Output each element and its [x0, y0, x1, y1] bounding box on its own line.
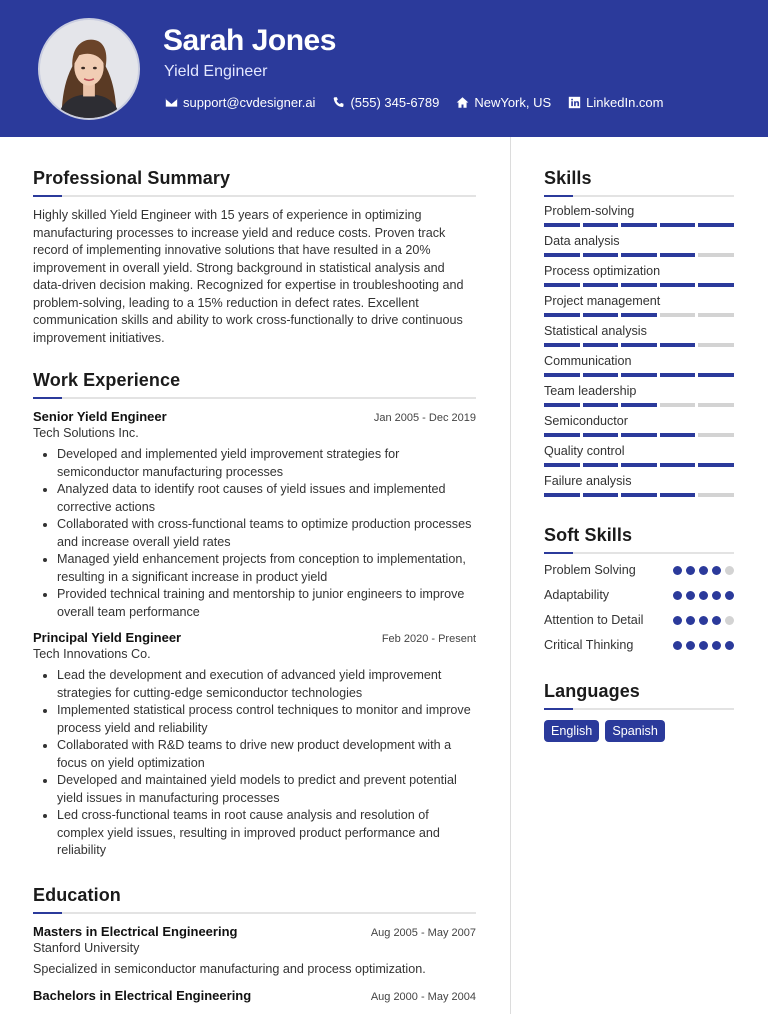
skill-item — [544, 294, 734, 317]
contact-location — [455, 95, 551, 110]
header-banner — [0, 0, 768, 137]
summary-heading: Professional Summary — [33, 168, 231, 188]
rating-dot — [673, 616, 682, 625]
company-name: Tech Solutions Inc. — [33, 426, 139, 440]
skill-level-bars — [544, 463, 734, 467]
job-title: Principal Yield Engineer — [33, 630, 182, 645]
phone-icon — [331, 96, 345, 110]
skill-item — [544, 354, 734, 377]
skill-level-segment — [660, 433, 696, 437]
section-rule — [544, 195, 734, 197]
section-rule — [33, 912, 476, 914]
skill-level-segment — [583, 373, 619, 377]
job-entry — [33, 630, 476, 860]
skill-name: Project management — [544, 294, 661, 308]
skill-level-bars — [544, 223, 734, 227]
contact-phone-text: (555) 345-6789 — [350, 95, 440, 110]
soft-skill-name: Attention to Detail — [544, 613, 644, 627]
list-item: Implemented statistical process control techniques to monitor and improve process yield and reliability — [33, 702, 476, 737]
main-column — [33, 168, 476, 1003]
soft-skill-name: Adaptability — [544, 588, 610, 602]
skill-level-segment — [621, 253, 657, 257]
rating-dot — [699, 616, 708, 625]
skill-level-segment — [583, 343, 619, 347]
skill-level-segment — [621, 223, 657, 227]
soft-skill-rating — [673, 616, 734, 625]
summary-text: Highly skilled Yield Engineer with 15 years of experience in optimizing manufacturing processes to increase yield and reduce costs. Proven track record of implementing innovative solutions that have resulted in a 20% improvement in overall yield. Strong background in statistical analysis and data-driven decision making. Recognized for expertise in troubleshooting and problem-solving, leading to a 15% reduction in defect rates. Excellent communication skills and ability to work cross-functionally to drive continuous improvement initiatives. — [33, 208, 464, 345]
contact-phone[interactable] — [331, 95, 439, 110]
linkedin-icon — [567, 96, 581, 110]
sidebar-column — [544, 168, 734, 742]
skill-name: Team leadership — [544, 384, 637, 398]
skill-level-segment — [698, 433, 734, 437]
rating-dot — [673, 591, 682, 600]
candidate-title: Yield Engineer — [164, 63, 268, 80]
contact-email-text: support@cvdesigner.ai — [183, 95, 316, 110]
degree-title: Masters in Electrical Engineering — [33, 923, 238, 939]
languages-section — [544, 681, 734, 742]
skill-level-segment — [698, 343, 734, 347]
skill-item — [544, 204, 734, 227]
skill-level-segment — [621, 373, 657, 377]
soft-skills-heading: Soft Skills — [544, 525, 633, 545]
list-item: Collaborated with cross-functional teams to optimize production processes and increase overall yield rates — [33, 516, 476, 551]
skill-level-segment — [698, 253, 734, 257]
skill-item — [544, 384, 734, 407]
skill-level-segment — [544, 463, 580, 467]
skill-level-segment — [621, 343, 657, 347]
rating-dot — [673, 566, 682, 575]
rating-dot — [686, 641, 695, 650]
skill-level-segment — [583, 433, 619, 437]
job-title: Senior Yield Engineer — [33, 409, 167, 424]
rating-dot — [712, 566, 721, 575]
skill-level-segment — [660, 253, 696, 257]
skill-item — [544, 234, 734, 257]
skill-level-segment — [583, 463, 619, 467]
skills-list — [544, 204, 734, 497]
skill-level-bars — [544, 343, 734, 347]
list-item: Developed and maintained yield models to predict and prevent potential yield issues in manufacturing processes — [33, 772, 476, 807]
skill-level-segment — [660, 223, 696, 227]
job-date: Feb 2020 - Present — [381, 633, 476, 645]
list-item: Lead the development and execution of advanced yield improvement strategies for cutting-edge semiconductor technologies — [33, 667, 476, 702]
skill-item — [544, 324, 734, 347]
soft-skill-item — [544, 637, 734, 654]
skill-level-segment — [660, 283, 696, 287]
skill-level-segment — [621, 283, 657, 287]
skill-level-bars — [544, 403, 734, 407]
skill-level-segment — [544, 433, 580, 437]
skill-name: Process optimization — [544, 264, 661, 278]
section-rule — [33, 195, 476, 197]
rating-dot — [712, 616, 721, 625]
education-date: Aug 2000 - May 2004 — [370, 990, 476, 1003]
skill-level-segment — [621, 493, 657, 497]
education-entry — [33, 924, 476, 976]
rating-dot — [725, 641, 734, 650]
languages-list — [544, 720, 734, 742]
school-name: Stanford University — [33, 940, 140, 955]
job-date: Jan 2005 - Dec 2019 — [373, 412, 476, 424]
skill-level-segment — [544, 373, 580, 377]
skill-level-segment — [583, 283, 619, 287]
soft-skill-item — [544, 562, 734, 579]
skill-level-segment — [660, 313, 696, 317]
rating-dot — [725, 616, 734, 625]
education-description: Specialized in semiconductor manufacturing and process optimization. — [33, 961, 426, 976]
education-section — [33, 885, 476, 1003]
experience-heading: Work Experience — [33, 370, 181, 390]
soft-skill-item — [544, 587, 734, 604]
skill-level-segment — [698, 313, 734, 317]
skill-level-segment — [583, 313, 619, 317]
skill-name: Statistical analysis — [544, 324, 647, 338]
skill-level-segment — [660, 493, 696, 497]
soft-skill-item — [544, 612, 734, 629]
skill-level-bars — [544, 433, 734, 437]
job-entry — [33, 409, 476, 621]
skill-level-segment — [583, 493, 619, 497]
soft-skills-section — [544, 525, 734, 654]
skill-level-segment — [698, 403, 734, 407]
soft-skills-list — [544, 562, 734, 654]
portrait-image — [40, 20, 138, 118]
rating-dot — [725, 591, 734, 600]
list-item: Developed and implemented yield improvement strategies for semiconductor manufacturing processes — [33, 446, 476, 481]
skill-level-segment — [544, 343, 580, 347]
skill-level-segment — [583, 403, 619, 407]
rating-dot — [712, 591, 721, 600]
envelope-icon — [164, 96, 178, 110]
rating-dot — [673, 641, 682, 650]
skill-level-segment — [621, 463, 657, 467]
skill-item — [544, 264, 734, 287]
skill-name: Data analysis — [544, 234, 620, 248]
skill-level-segment — [660, 343, 696, 347]
skill-level-segment — [660, 463, 696, 467]
skill-level-bars — [544, 253, 734, 257]
skill-level-segment — [583, 223, 619, 227]
rating-dot — [686, 616, 695, 625]
contact-email[interactable] — [164, 95, 315, 110]
soft-skill-rating — [673, 591, 734, 600]
list-item: Collaborated with R&D teams to drive new product development with a focus on yield optimization — [33, 737, 476, 772]
skill-level-segment — [544, 253, 580, 257]
rating-dot — [686, 566, 695, 575]
skill-level-segment — [698, 463, 734, 467]
skill-item — [544, 474, 734, 497]
skill-level-segment — [621, 433, 657, 437]
skill-level-segment — [621, 403, 657, 407]
skill-level-segment — [621, 313, 657, 317]
skill-name: Problem-solving — [544, 204, 635, 218]
skill-level-bars — [544, 493, 734, 497]
skill-level-segment — [544, 313, 580, 317]
contact-list — [164, 95, 680, 110]
section-rule — [544, 708, 734, 710]
home-icon — [455, 96, 469, 110]
avatar — [38, 18, 140, 120]
contact-linkedin[interactable] — [567, 95, 663, 110]
skill-level-bars — [544, 373, 734, 377]
candidate-name: Sarah Jones — [163, 24, 336, 57]
education-entry — [33, 988, 476, 1003]
job-bullets — [33, 667, 476, 860]
skills-heading: Skills — [544, 168, 592, 188]
section-rule — [33, 397, 476, 399]
experience-section — [33, 370, 476, 860]
skill-level-segment — [544, 403, 580, 407]
contact-location-text: NewYork, US — [474, 95, 552, 110]
company-name: Tech Innovations Co. — [33, 647, 151, 661]
skill-level-segment — [544, 283, 580, 287]
soft-skill-name: Critical Thinking — [544, 638, 634, 652]
rating-dot — [699, 641, 708, 650]
skill-level-segment — [698, 283, 734, 287]
list-item: Led cross-functional teams in root cause analysis and resolution of complex yield issues, resulting in improved product performance and reliability — [33, 807, 476, 860]
skills-section — [544, 168, 734, 497]
soft-skill-rating — [673, 641, 734, 650]
skill-level-segment — [583, 253, 619, 257]
language-tag: English — [544, 720, 599, 742]
job-bullets — [33, 446, 476, 621]
skill-level-segment — [698, 223, 734, 227]
skill-level-segment — [544, 223, 580, 227]
language-tag: Spanish — [605, 720, 665, 742]
education-heading: Education — [33, 884, 121, 905]
skill-item — [544, 444, 734, 467]
summary-section — [33, 168, 476, 347]
list-item: Managed yield enhancement projects from conception to implementation, resulting in a significant increase in product yield — [33, 551, 476, 586]
skill-level-segment — [660, 373, 696, 377]
degree-title: Bachelors in Electrical Engineering — [33, 987, 252, 1003]
skill-level-segment — [660, 403, 696, 407]
rating-dot — [686, 591, 695, 600]
rating-dot — [699, 566, 708, 575]
column-divider — [510, 137, 511, 1014]
skill-level-segment — [698, 493, 734, 497]
list-item: Provided technical training and mentorship to junior engineers to improve overall team performance — [33, 586, 476, 621]
skill-name: Communication — [544, 354, 632, 368]
section-rule — [544, 552, 734, 554]
soft-skill-rating — [673, 566, 734, 575]
skill-name: Semiconductor — [544, 414, 628, 428]
rating-dot — [725, 566, 734, 575]
skill-level-segment — [544, 493, 580, 497]
contact-linkedin-text: LinkedIn.com — [586, 95, 664, 110]
soft-skill-name: Problem Solving — [544, 563, 636, 577]
list-item: Analyzed data to identify root causes of yield issues and implemented corrective actions — [33, 481, 476, 516]
skill-level-bars — [544, 283, 734, 287]
skill-level-bars — [544, 313, 734, 317]
skill-level-segment — [698, 373, 734, 377]
rating-dot — [712, 641, 721, 650]
rating-dot — [699, 591, 708, 600]
skill-item — [544, 414, 734, 437]
skill-name: Failure analysis — [544, 474, 632, 488]
education-date: Aug 2005 - May 2007 — [370, 926, 476, 939]
skill-name: Quality control — [544, 444, 625, 458]
languages-heading: Languages — [544, 681, 640, 701]
